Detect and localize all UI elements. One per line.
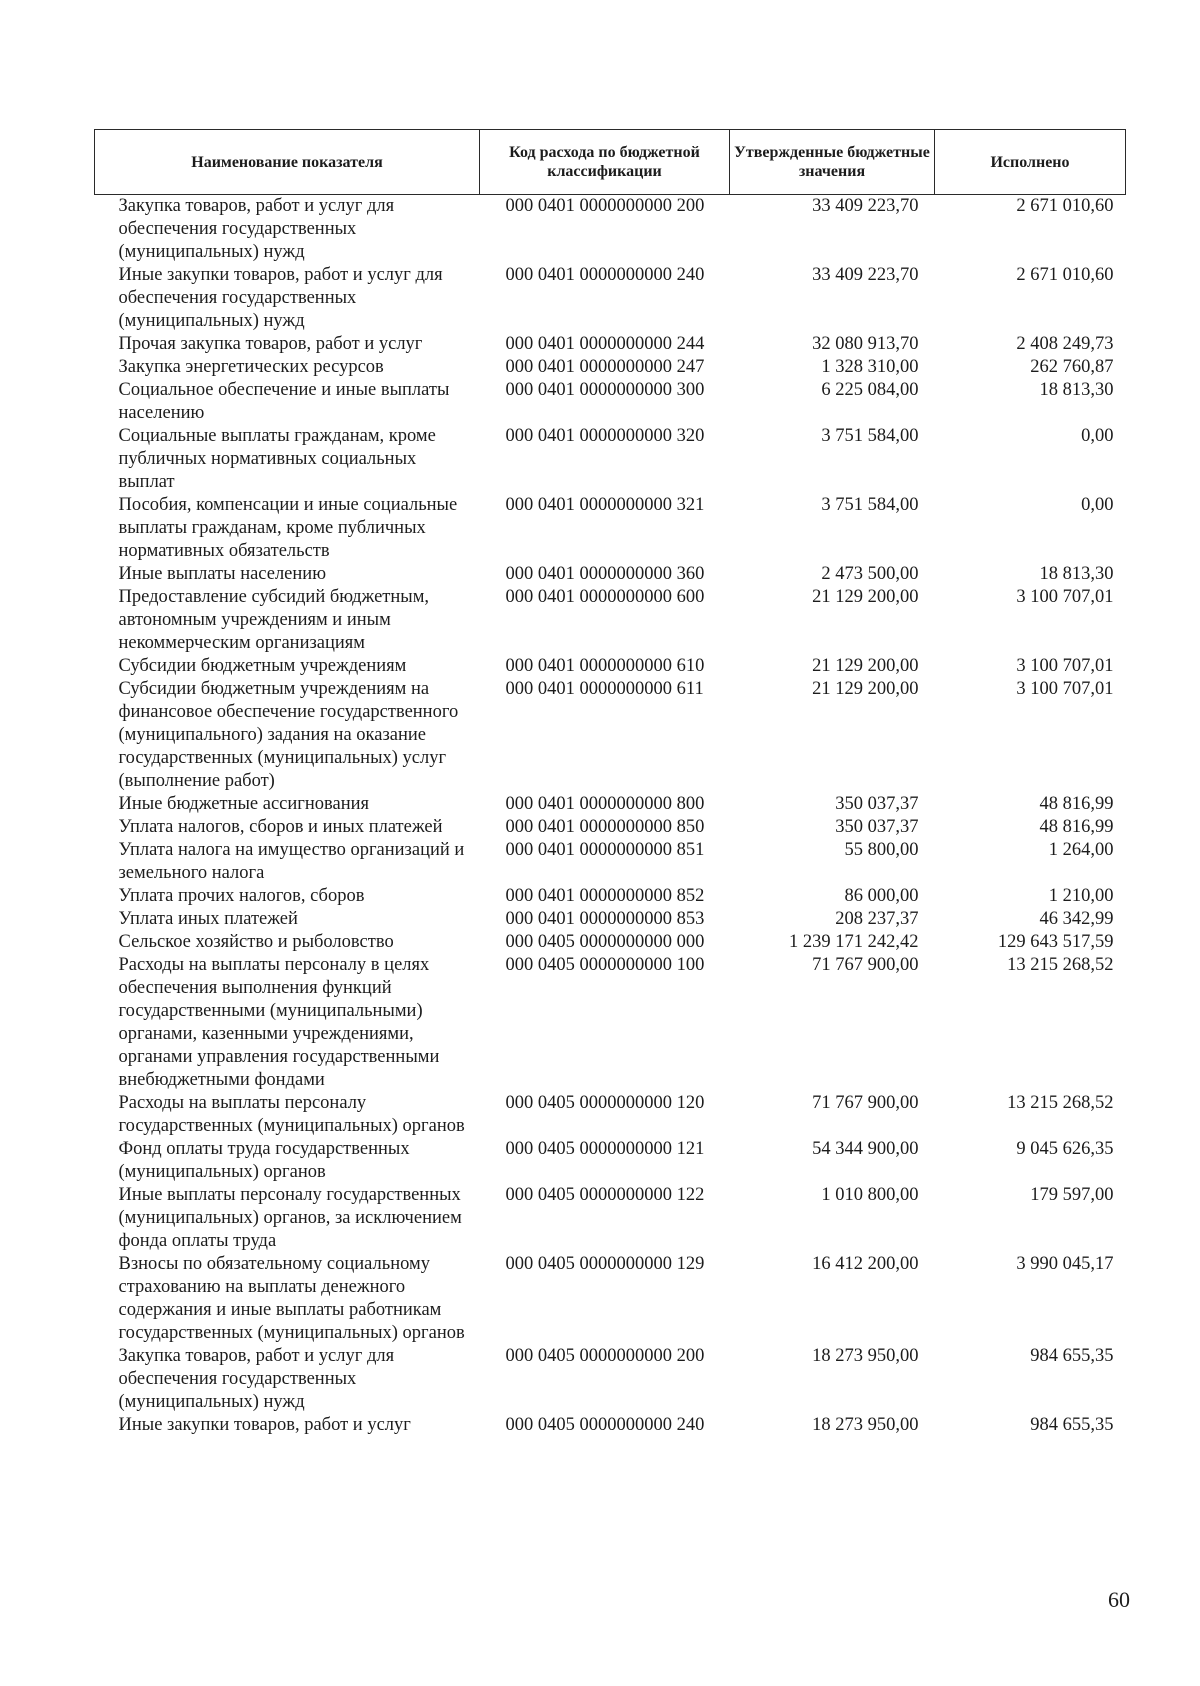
cell-indicator-name: Субсидии бюджетным учреждениям	[118, 656, 407, 676]
cell-executed-value: 48 816,99	[1039, 817, 1114, 837]
cell-approved-value: 18 273 950,00	[812, 1346, 919, 1366]
cell-indicator-name: Уплата иных платежей	[118, 909, 298, 929]
cell-executed-value: 179 597,00	[1030, 1185, 1114, 1205]
table-row	[95, 1184, 1126, 1253]
cell-indicator-name: Прочая закупка товаров, работ и услуг	[118, 334, 423, 354]
header-executed: Исполнено	[935, 130, 1126, 195]
cell-budget-code: 000 0401 0000000000 853	[505, 909, 705, 929]
cell-executed-value: 2 408 249,73	[1016, 334, 1114, 354]
table-row	[95, 1138, 1126, 1184]
table-row	[95, 333, 1126, 356]
cell-executed-value: 46 342,99	[1039, 909, 1114, 929]
cell-executed-value: 262 760,87	[1030, 357, 1114, 377]
table-row	[95, 885, 1126, 908]
cell-budget-code: 000 0401 0000000000 247	[505, 357, 705, 377]
budget-execution-table-container	[94, 129, 1125, 1437]
table-row	[95, 1345, 1126, 1414]
cell-approved-value: 21 129 200,00	[812, 656, 919, 676]
table-row	[95, 655, 1126, 678]
cell-approved-value: 18 273 950,00	[812, 1415, 919, 1435]
cell-indicator-name: Закупка товаров, работ и услуг для обеспечения государственных (муниципальных) нужд	[118, 1346, 395, 1412]
table-row	[95, 1414, 1126, 1437]
cell-approved-value: 32 080 913,70	[812, 334, 919, 354]
table-row	[95, 264, 1126, 333]
table-row	[95, 494, 1126, 563]
cell-approved-value: 6 225 084,00	[821, 380, 919, 400]
budget-execution-table	[94, 129, 1126, 1437]
cell-budget-code: 000 0401 0000000000 360	[505, 564, 705, 584]
cell-budget-code: 000 0405 0000000000 100	[505, 955, 705, 975]
header-approved-values: Утвержденные бюджетные значения	[730, 130, 935, 195]
cell-approved-value: 55 800,00	[844, 840, 919, 860]
table-row	[95, 908, 1126, 931]
cell-budget-code: 000 0401 0000000000 851	[505, 840, 705, 860]
table-row	[95, 816, 1126, 839]
cell-approved-value: 21 129 200,00	[812, 679, 919, 699]
cell-approved-value: 208 237,37	[835, 909, 919, 929]
cell-indicator-name: Иные выплаты персоналу государственных (муниципальных) органов, за исключением фонда оплаты труда	[118, 1185, 462, 1251]
cell-budget-code: 000 0405 0000000000 121	[505, 1139, 705, 1159]
cell-executed-value: 3 100 707,01	[1016, 679, 1114, 699]
page-number: 60	[1108, 1587, 1130, 1612]
cell-executed-value: 13 215 268,52	[1007, 1093, 1114, 1113]
cell-approved-value: 350 037,37	[835, 794, 919, 814]
cell-executed-value: 129 643 517,59	[997, 932, 1114, 952]
cell-approved-value: 54 344 900,00	[812, 1139, 919, 1159]
cell-budget-code: 000 0405 0000000000 000	[505, 932, 705, 952]
table-header-row	[95, 130, 1126, 195]
cell-budget-code: 000 0401 0000000000 300	[505, 380, 705, 400]
cell-approved-value: 350 037,37	[835, 817, 919, 837]
table-row	[95, 839, 1126, 885]
cell-executed-value: 2 671 010,60	[1016, 265, 1114, 285]
cell-approved-value: 16 412 200,00	[812, 1254, 919, 1274]
cell-executed-value: 3 990 045,17	[1016, 1254, 1114, 1274]
cell-budget-code: 000 0401 0000000000 320	[505, 426, 705, 446]
cell-indicator-name: Иные выплаты населению	[118, 564, 327, 584]
cell-budget-code: 000 0405 0000000000 122	[505, 1185, 705, 1205]
cell-executed-value: 18 813,30	[1039, 380, 1114, 400]
cell-approved-value: 86 000,00	[844, 886, 919, 906]
cell-executed-value: 984 655,35	[1030, 1346, 1114, 1366]
cell-indicator-name: Фонд оплаты труда государственных (муниципальных) органов	[118, 1139, 410, 1182]
cell-approved-value: 71 767 900,00	[812, 955, 919, 975]
cell-budget-code: 000 0401 0000000000 600	[505, 587, 705, 607]
cell-budget-code: 000 0401 0000000000 200	[505, 196, 705, 216]
cell-executed-value: 1 210,00	[1048, 886, 1114, 906]
table-row	[95, 954, 1126, 1092]
cell-indicator-name: Социальное обеспечение и иные выплаты населению	[118, 380, 450, 423]
cell-indicator-name: Закупка энергетических ресурсов	[118, 357, 384, 377]
cell-budget-code: 000 0401 0000000000 850	[505, 817, 705, 837]
cell-budget-code: 000 0401 0000000000 800	[505, 794, 705, 814]
cell-approved-value: 1 239 171 242,42	[789, 932, 919, 952]
cell-approved-value: 71 767 900,00	[812, 1093, 919, 1113]
cell-executed-value: 9 045 626,35	[1016, 1139, 1114, 1159]
cell-budget-code: 000 0405 0000000000 240	[505, 1415, 705, 1435]
cell-executed-value: 1 264,00	[1048, 840, 1114, 860]
table-row	[95, 195, 1126, 265]
cell-executed-value: 18 813,30	[1039, 564, 1114, 584]
cell-executed-value: 0,00	[1081, 495, 1114, 515]
cell-approved-value: 1 010 800,00	[821, 1185, 919, 1205]
cell-indicator-name: Иные закупки товаров, работ и услуг	[118, 1415, 411, 1435]
cell-budget-code: 000 0401 0000000000 321	[505, 495, 705, 515]
table-row	[95, 793, 1126, 816]
cell-approved-value: 3 751 584,00	[821, 426, 919, 446]
cell-budget-code: 000 0401 0000000000 610	[505, 656, 705, 676]
cell-budget-code: 000 0401 0000000000 240	[505, 265, 705, 285]
cell-executed-value: 13 215 268,52	[1007, 955, 1114, 975]
cell-indicator-name: Уплата прочих налогов, сборов	[118, 886, 365, 906]
cell-approved-value: 1 328 310,00	[821, 357, 919, 377]
header-indicator-name: Наименование показателя	[95, 130, 480, 195]
cell-budget-code: 000 0405 0000000000 200	[505, 1346, 705, 1366]
cell-approved-value: 33 409 223,70	[812, 265, 919, 285]
table-row	[95, 678, 1126, 793]
cell-indicator-name: Уплата налогов, сборов и иных платежей	[118, 817, 443, 837]
cell-approved-value: 2 473 500,00	[821, 564, 919, 584]
table-row	[95, 1253, 1126, 1345]
table-row	[95, 379, 1126, 425]
cell-executed-value: 984 655,35	[1030, 1415, 1114, 1435]
cell-indicator-name: Взносы по обязательному социальному страхованию на выплаты денежного содержания и иные выплаты работникам государственных (муниципальных) органов	[118, 1254, 465, 1343]
cell-approved-value: 21 129 200,00	[812, 587, 919, 607]
table-row	[95, 1092, 1126, 1138]
cell-indicator-name: Сельское хозяйство и рыболовство	[118, 932, 394, 952]
cell-executed-value: 3 100 707,01	[1016, 587, 1114, 607]
cell-indicator-name: Иные бюджетные ассигнования	[118, 794, 370, 814]
cell-approved-value: 33 409 223,70	[812, 196, 919, 216]
cell-budget-code: 000 0401 0000000000 611	[505, 679, 704, 699]
cell-executed-value: 0,00	[1081, 426, 1114, 446]
cell-indicator-name: Социальные выплаты гражданам, кроме публичных нормативных социальных выплат	[118, 426, 436, 492]
table-body	[95, 195, 1126, 1438]
table-row	[95, 356, 1126, 379]
cell-budget-code: 000 0401 0000000000 244	[505, 334, 705, 354]
cell-indicator-name: Закупка товаров, работ и услуг для обеспечения государственных (муниципальных) нужд	[118, 196, 395, 262]
cell-budget-code: 000 0405 0000000000 120	[505, 1093, 705, 1113]
cell-executed-value: 2 671 010,60	[1016, 196, 1114, 216]
cell-indicator-name: Уплата налога на имущество организаций и земельного налога	[118, 840, 465, 883]
cell-executed-value: 48 816,99	[1039, 794, 1114, 814]
cell-budget-code: 000 0401 0000000000 852	[505, 886, 705, 906]
cell-budget-code: 000 0405 0000000000 129	[505, 1254, 705, 1274]
cell-indicator-name: Пособия, компенсации и иные социальные выплаты гражданам, кроме публичных нормативных обязательств	[118, 495, 458, 561]
header-budget-code: Код расхода по бюджетной классификации	[480, 130, 730, 195]
cell-indicator-name: Предоставление субсидий бюджетным, автономным учреждениям и иным некоммерческим организациям	[118, 587, 430, 653]
cell-indicator-name: Субсидии бюджетным учреждениям на финансовое обеспечение государственного (муниципального) задания на оказание государственных (муниципальных) услуг (выполнение работ)	[118, 679, 459, 791]
cell-indicator-name: Расходы на выплаты персоналу государственных (муниципальных) органов	[118, 1093, 465, 1136]
table-row	[95, 563, 1126, 586]
cell-indicator-name: Иные закупки товаров, работ и услуг для обеспечения государственных (муниципальных) нужд	[118, 265, 443, 331]
table-row	[95, 425, 1126, 494]
table-row	[95, 586, 1126, 655]
cell-executed-value: 3 100 707,01	[1016, 656, 1114, 676]
cell-indicator-name: Расходы на выплаты персоналу в целях обеспечения выполнения функций государственными (муниципальными) органами, казенными учреждениями, органами управления государственными внебюджетными фондами	[118, 955, 440, 1090]
table-row	[95, 931, 1126, 954]
cell-approved-value: 3 751 584,00	[821, 495, 919, 515]
